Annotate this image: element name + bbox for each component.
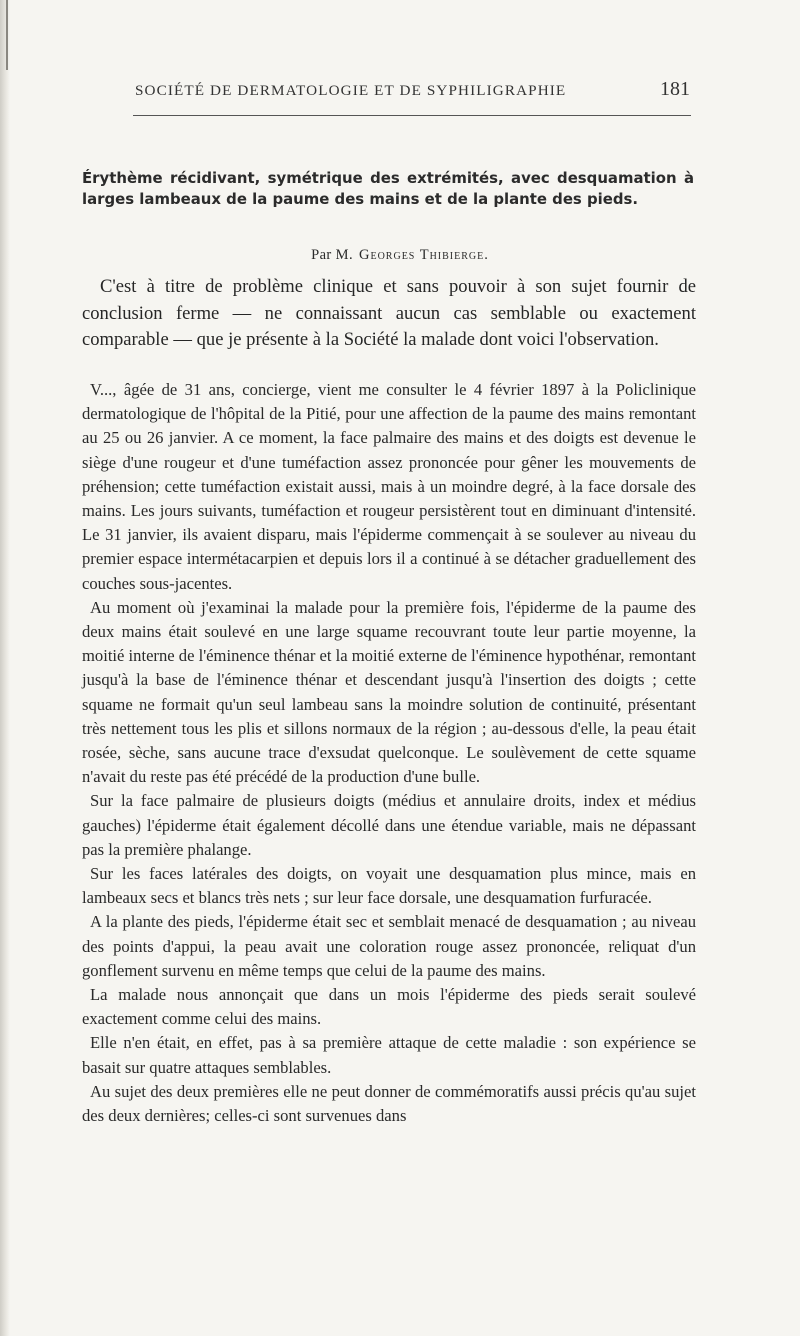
paragraph: Sur la face palmaire de plusieurs doigts (médius et annulaire droits, index et médius gauches) l'épiderme était également décollé dans une étendue variable, mais ne dépassant pas la première phalange. [82, 791, 696, 859]
page-number: 181 [660, 78, 690, 100]
header-rule [133, 115, 691, 116]
byline [0, 247, 800, 264]
article-body [82, 378, 696, 1128]
author-name: Georges Thibierge. [359, 247, 489, 263]
byline-prefix: Par M. [311, 247, 353, 263]
paragraph: V..., âgée de 31 ans, concierge, vient me consulter le 4 février 1897 à la Policlinique dermatologique de l'hôpital de la Pitié, pour une affection de la paume des mains remontant au 25 ou 26 janvier. A ce moment, la face palmaire des mains et des doigts est devenue le siège d'une rougeur et d'une tuméfaction assez prononcée pour gêner les mouvements de préhension; cette tuméfaction existait aussi, mais à un moindre degré, à la face dorsale des mains. Les jours suivants, tuméfaction et rougeur persistèrent tout en diminuant d'intensité. Le 31 janvier, ils avaient disparu, mais l'épiderme commençait à se soulever au niveau du premier espace intermétacarpien et depuis lors il a continué à se détacher graduellement des couches sous-jacentes. [82, 380, 696, 593]
article-title: Érythème récidivant, symétrique des extrémités, avec desquamation à larges lambeaux de la paume des mains et de la plante des pieds. [82, 169, 694, 208]
paragraph: La malade nous annonçait que dans un mois l'épiderme des pieds serait soulevé exactement comme celui des mains. [82, 985, 696, 1029]
paragraph: Au sujet des deux premières elle ne peut donner de commémoratifs aussi précis qu'au sujet des deux dernières; celles-ci sont survenues dans [82, 1081, 696, 1126]
paragraph: Sur les faces latérales des doigts, on voyait une desquamation plus mince, mais en lambeaux secs et blancs très nets ; sur leur face dorsale, une desquamation furfuracée. [82, 864, 696, 908]
running-header [135, 78, 690, 104]
binding-mark [6, 0, 8, 70]
running-title: SOCIÉTÉ DE DERMATOLOGIE ET DE SYPHILIGRAPHIE [135, 82, 567, 99]
paragraph: Au moment où j'examinai la malade pour la première fois, l'épiderme de la paume des deux mains était soulevé en une large squame recouvrant toute leur partie moyenne, la moitié interne de l'éminence thénar et la moitié externe de l'éminence hypothénar, remontant jusqu'à la base de l'éminence thénar et descendant jusqu'à l'insertion des doigts ; cette squame ne formait qu'un seul lambeau sans la moindre solution de continuité, présentant très nettement tous les plis et sillons normaux de la région ; au-dessous d'elle, la peau était rosée, sèche, sans aucune trace d'exsudat quelconque. Le soulèvement de cette squame n'avait du reste pas été précédé de la production d'une bulle. [82, 597, 696, 787]
paragraph: Elle n'en était, en effet, pas à sa première attaque de cette maladie : son expérience se basait sur quatre attaques semblables. [82, 1033, 696, 1077]
paragraph: A la plante des pieds, l'épiderme était sec et semblait menacé de desquamation ; au niveau des points d'appui, la peau avait une coloration rouge assez prononcée, reliquat d'un gonflement survenu en même temps que celui de la paume des mains. [82, 912, 696, 980]
intro-paragraph: C'est à titre de problème clinique et sans pouvoir à son sujet fournir de conclusion ferme — ne connaissant aucun cas semblable ou exactement comparable — que je présente à la Société la malade dont voici l'observation. [82, 276, 696, 351]
page-spine-shadow [0, 0, 10, 1336]
